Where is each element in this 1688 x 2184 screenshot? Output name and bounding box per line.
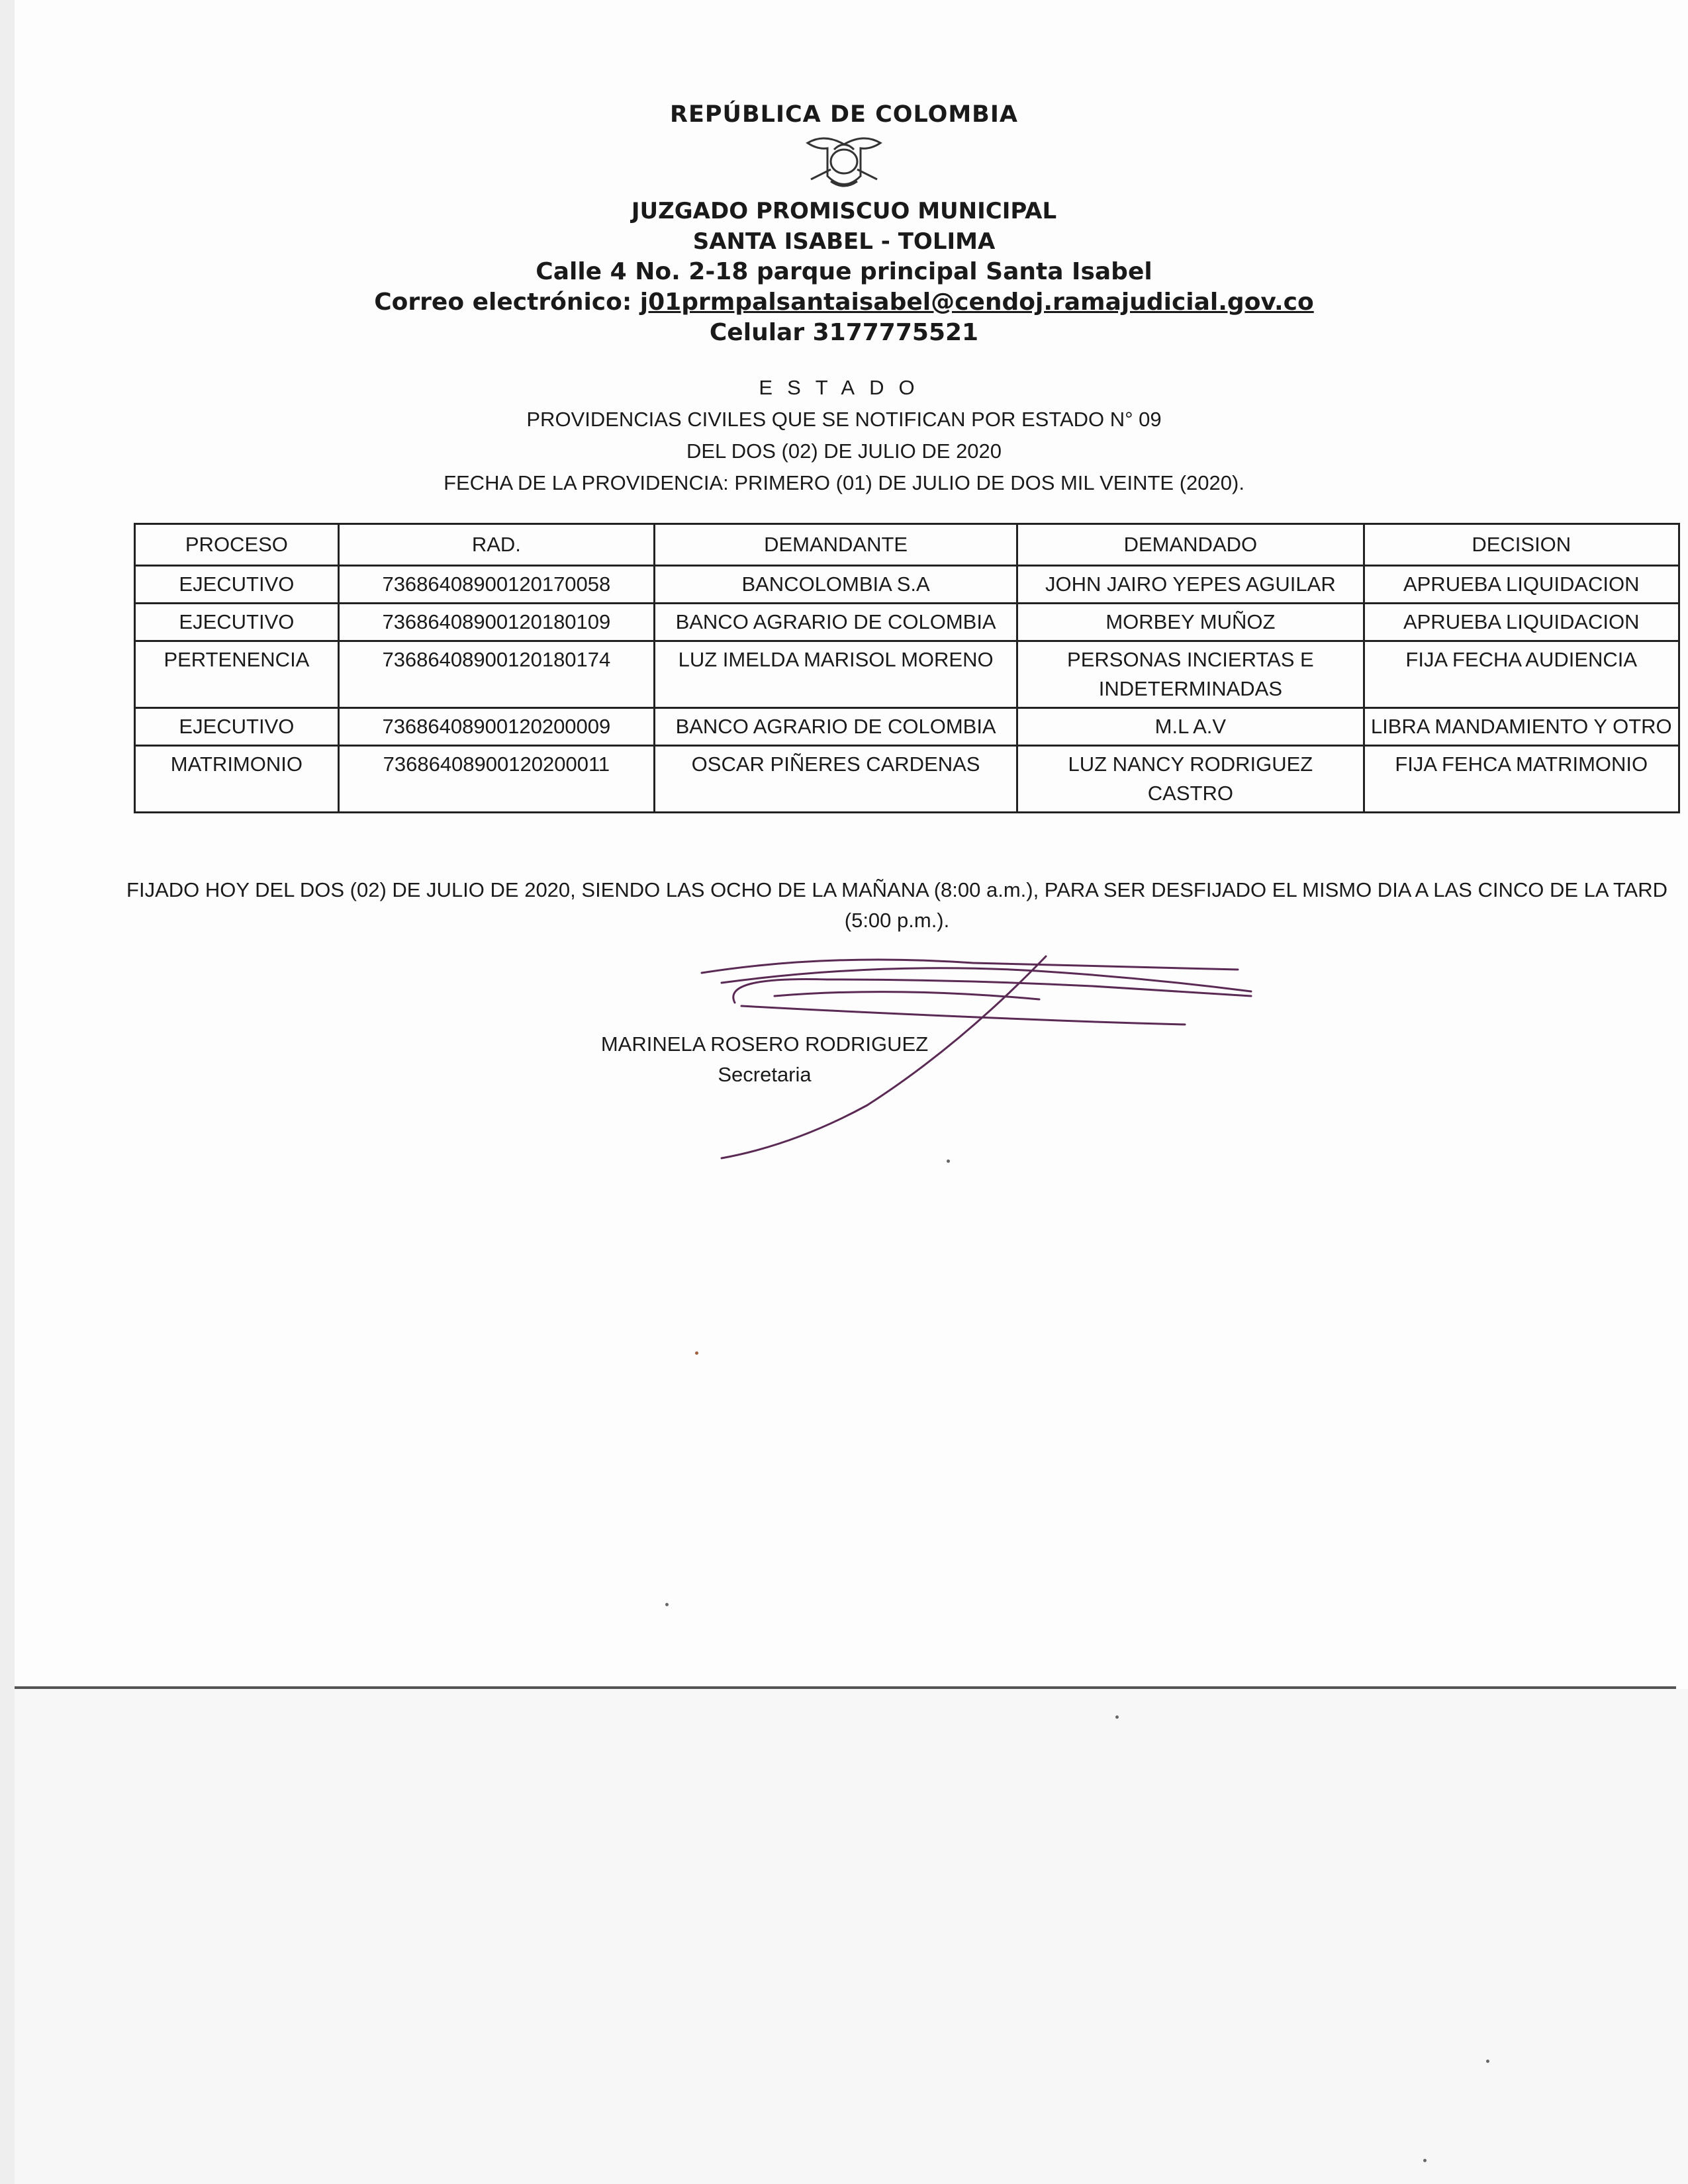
signatory-block — [0, 1029, 1688, 1090]
signatory-name: MARINELA ROSERO RODRIGUEZ — [600, 1032, 929, 1056]
cell-demandado: PERSONAS INCIERTAS E INDETERMINADAS — [1017, 641, 1364, 708]
court-name: JUZGADO PROMISCUO MUNICIPAL — [631, 198, 1057, 224]
document-header — [0, 99, 1688, 348]
email-label: Correo electrónico: — [374, 289, 640, 316]
providencia-date: FECHA DE LA PROVIDENCIA: PRIMERO (01) DE JULIO DE DOS MIL VEINTE (2020). — [444, 471, 1244, 494]
table-row — [135, 604, 1679, 641]
cell-demandado: LUZ NANCY RODRIGUEZ CASTRO — [1017, 746, 1364, 813]
table-row — [135, 746, 1679, 813]
cell-rad: 73686408900120180174 — [338, 641, 654, 708]
cell-demandante: BANCO AGRARIO DE COLOMBIA — [654, 708, 1017, 746]
court-location: SANTA ISABEL - TOLIMA — [692, 228, 996, 255]
scan-background — [15, 1689, 1688, 2184]
table-header-row — [135, 524, 1679, 566]
court-phone: Celular 3177775521 — [709, 319, 979, 346]
table-row — [135, 708, 1679, 746]
scan-speck — [695, 1351, 698, 1355]
table-row — [135, 641, 1679, 708]
cell-rad: 73686408900120180109 — [338, 604, 654, 641]
scan-speck — [947, 1160, 950, 1163]
cell-decision: FIJA FEHCA MATRIMONIO — [1364, 746, 1679, 813]
table-row — [135, 566, 1679, 604]
cell-proceso: EJECUTIVO — [135, 604, 339, 641]
cell-demandado: JOHN JAIRO YEPES AGUILAR — [1017, 566, 1364, 604]
fijado-notice — [106, 875, 1688, 936]
estado-notice-number: PROVIDENCIAS CIVILES QUE SE NOTIFICAN POR ESTADO N° 09 — [526, 408, 1162, 431]
scan-speck — [1486, 2060, 1489, 2063]
scan-speck — [1423, 2159, 1427, 2162]
estado-date: DEL DOS (02) DE JULIO DE 2020 — [686, 439, 1002, 463]
cell-demandante: BANCO AGRARIO DE COLOMBIA — [654, 604, 1017, 641]
cell-decision: FIJA FECHA AUDIENCIA — [1364, 641, 1679, 708]
signatory-role: Secretaria — [718, 1063, 812, 1086]
estado-block — [0, 372, 1688, 499]
court-email-line — [0, 287, 1688, 318]
cell-decision: APRUEBA LIQUIDACION — [1364, 604, 1679, 641]
cell-rad: 73686408900120170058 — [338, 566, 654, 604]
header-proceso: PROCESO — [135, 524, 339, 566]
cell-demandado: M.L A.V — [1017, 708, 1364, 746]
header-demandado: DEMANDADO — [1017, 524, 1364, 566]
cell-proceso: MATRIMONIO — [135, 746, 339, 813]
cell-decision: LIBRA MANDAMIENTO Y OTRO — [1364, 708, 1679, 746]
coat-of-arms-icon — [794, 130, 894, 196]
providencias-table — [134, 523, 1680, 813]
country-title: REPÚBLICA DE COLOMBIA — [670, 101, 1018, 128]
cell-proceso: PERTENENCIA — [135, 641, 339, 708]
scan-speck — [665, 1603, 669, 1606]
cell-rad: 73686408900120200011 — [338, 746, 654, 813]
email-link[interactable]: j01prmpalsantaisabel@cendoj.ramajudicial.gov.co — [639, 289, 1314, 316]
cell-rad: 73686408900120200009 — [338, 708, 654, 746]
scan-rule — [15, 1686, 1676, 1689]
cell-demandante: LUZ IMELDA MARISOL MORENO — [654, 641, 1017, 708]
cell-proceso: EJECUTIVO — [135, 708, 339, 746]
cell-proceso: EJECUTIVO — [135, 566, 339, 604]
cell-demandante: BANCOLOMBIA S.A — [654, 566, 1017, 604]
cell-demandante: OSCAR PIÑERES CARDENAS — [654, 746, 1017, 813]
scan-speck — [1115, 1715, 1119, 1719]
court-address: Calle 4 No. 2-18 parque principal Santa Isabel — [536, 258, 1152, 285]
fijado-line-2: (5:00 p.m.). — [844, 909, 950, 932]
cell-demandado: MORBEY MUÑOZ — [1017, 604, 1364, 641]
fijado-line-1: FIJADO HOY DEL DOS (02) DE JULIO DE 2020, SIENDO LAS OCHO DE LA MAÑANA (8:00 a.m.), PARA SER DESFIJADO EL MISMO DIA A LAS CINCO DE LA TARD — [126, 878, 1667, 901]
header-rad: RAD. — [338, 524, 654, 566]
header-decision: DECISION — [1364, 524, 1679, 566]
header-demandante: DEMANDANTE — [654, 524, 1017, 566]
estado-title: ESTADO — [759, 376, 929, 399]
cell-decision: APRUEBA LIQUIDACION — [1364, 566, 1679, 604]
